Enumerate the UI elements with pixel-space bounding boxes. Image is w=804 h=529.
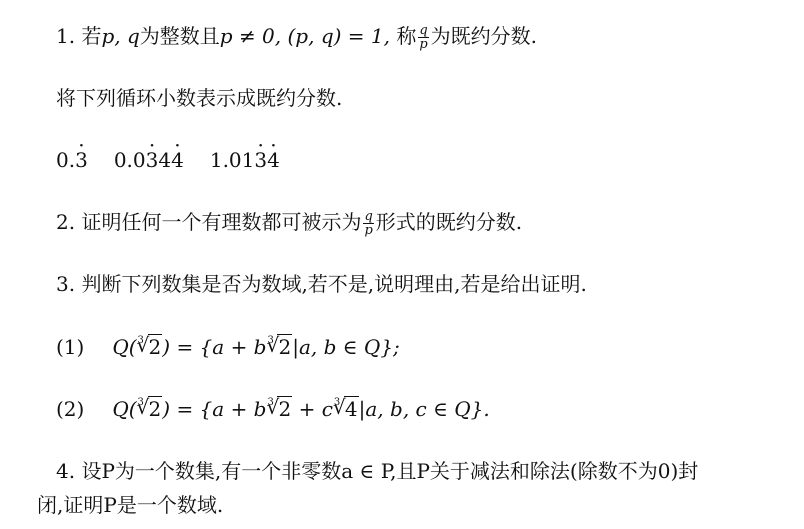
p2-frac-denominator: p	[364, 223, 373, 238]
p3-2-expr-b: ) = {a + b	[162, 397, 267, 421]
problem-1-instruction	[56, 85, 342, 111]
problem-3-statement	[56, 271, 587, 297]
p1-suffix: 为既约分数.	[430, 24, 538, 48]
p1-prefix: 1. 若	[56, 24, 102, 48]
p2-fraction	[363, 210, 373, 237]
problem-4-line-1	[56, 458, 698, 484]
p1-instruction-text: 将下列循环小数表示成既约分数.	[56, 86, 343, 110]
p3-1-label: (1)	[56, 335, 85, 359]
p3-2-label: (2)	[56, 397, 85, 421]
p1-vars: p, q	[101, 24, 140, 48]
problem-1-statement	[56, 23, 537, 51]
p3-1-expr-a: Q(	[112, 335, 137, 359]
cube-root-2d: √ 3 2	[266, 396, 292, 422]
p4-line1-text: 4. 设P为一个数集,有一个非零数a ∈ P,且P关于减法和除法(除数不为0)封	[56, 459, 699, 483]
cube-root-2b: √ 3 2	[266, 334, 292, 360]
cube-root-2c: √ 3 2	[137, 396, 163, 422]
p2-frac-numerator: q	[364, 209, 373, 224]
p3-1-expr-b: ) = {a + b	[162, 335, 267, 359]
p4-line2-text: 闭,证明P是一个数域.	[37, 493, 224, 517]
p3-2-expr-a: Q(	[112, 397, 137, 421]
problem-3-part-2	[56, 396, 490, 422]
p2-prefix: 2. 证明任何一个有理数都可被示为	[56, 210, 362, 234]
p3-1-expr-c: |a, b ∈ Q};	[292, 335, 400, 359]
decimal-2: 0.03 ·44 ·	[114, 148, 184, 172]
decimal-3: 1.013 ·4 ·	[210, 148, 280, 172]
p2-suffix: 形式的既约分数.	[375, 210, 523, 234]
problem-4-line-2	[37, 492, 223, 518]
p1-fraction	[418, 24, 428, 51]
problem-2-statement	[56, 209, 522, 237]
p1-condition: p ≠ 0, (p, q) = 1,	[219, 24, 390, 48]
p3-text: 3. 判断下列数集是否为数域,若不是,说明理由,若是给出证明.	[56, 272, 587, 296]
decimal-1: 0.3 ·	[56, 148, 88, 172]
p1-frac-numerator: q	[419, 23, 428, 38]
p3-2-expr-d: |a, b, c ∈ Q}.	[358, 397, 490, 421]
p1-mid2: 称	[389, 24, 417, 48]
cube-root-2: √ 3 2	[137, 334, 163, 360]
p1-mid1: 为整数且	[139, 24, 220, 48]
decimal-list	[56, 147, 280, 173]
problem-3-part-1	[56, 334, 400, 360]
p1-frac-denominator: p	[419, 37, 428, 52]
cube-root-4: √ 3 4	[333, 396, 359, 422]
p3-2-expr-c: + c	[292, 397, 333, 421]
